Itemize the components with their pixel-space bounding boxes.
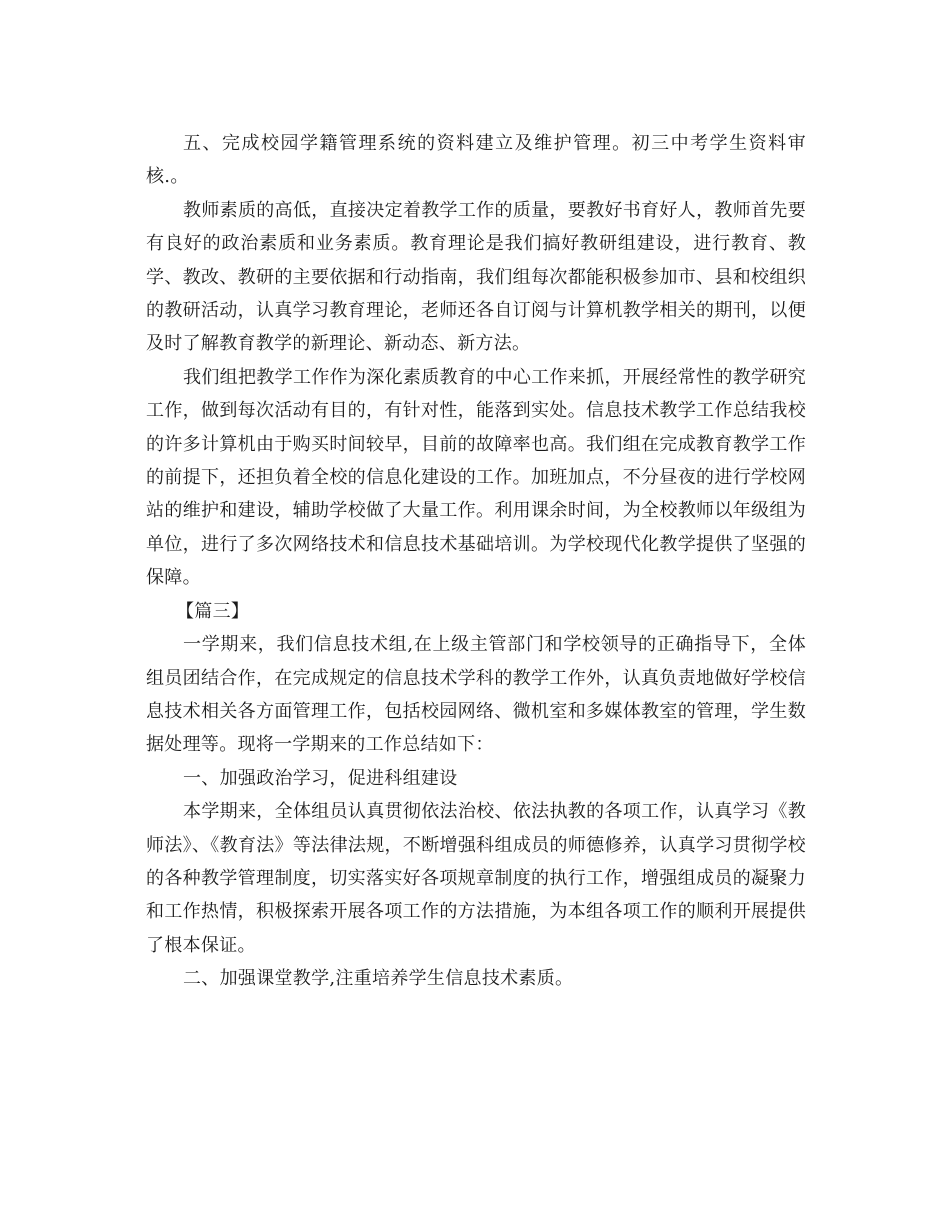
subheading-political-study: 一、加强政治学习，促进科组建设 bbox=[183, 767, 458, 789]
paragraph-student-records: 五、完成校园学籍管理系统的资料建立及维护管理。初三中考学生资料审核.。 bbox=[146, 133, 806, 188]
section-heading-part-three: 【篇三】 bbox=[176, 600, 250, 622]
paragraph-political-study: 本学期来，全体组员认真贯彻依法治校、依法执教的各项工作，认真学习《教师法》、《教育法》等法律法规，不断增强科组成员的师德修养，认真学习贯彻学校的各种教学管理制度，切实落实好各项规章制度的执行工作，增强组成员的凝聚力和工作热情，积极探索开展各项工作的方法措施，为本组各项工作的顺利开展提供了根本保证。 bbox=[146, 801, 806, 956]
document-page bbox=[146, 127, 806, 996]
paragraph-semester-intro: 一学期来，我们信息技术组,在上级主管部门和学校领导的正确指导下，全体组员团结合作，在完成规定的信息技术学科的教学工作外，认真负责地做好学校信息技术相关各方面管理工作，包括校园网络、微机室和多媒体教室的管理，学生数据处理等。现将一学期来的工作总结如下： bbox=[146, 634, 806, 756]
paragraph-teaching-work: 我们组把教学工作作为深化素质教育的中心工作来抓，开展经常性的教学研究工作，做到每次活动有目的，有针对性，能落到实处。信息技术教学工作总结我校的许多计算机由于购买时间较早，目前的故障率也高。我们组在完成教育教学工作的前提下，还担负着全校的信息化建设的工作。加班加点，不分昼夜的进行学校网站的维护和建设，辅助学校做了大量工作。利用课余时间，为全校教师以年级组为单位，进行了多次网络技术和信息技术基础培训。为学校现代化教学提供了坚强的保障。 bbox=[146, 366, 806, 589]
paragraph-teacher-quality: 教师素质的高低，直接决定着教学工作的质量，要教好书育好人，教师首先要有良好的政治素质和业务素质。教育理论是我们搞好教研组建设，进行教育、教学、教改、教研的主要依据和行动指南，我们组每次都能积极参加市、县和校组织的教研活动，认真学习教育理论，老师还各自订阅与计算机教学相关的期刊，以便及时了解教育教学的新理论、新动态、新方法。 bbox=[146, 199, 806, 355]
subheading-classroom-teaching: 二、加强课堂教学,注重培养学生信息技术素质。 bbox=[183, 968, 574, 990]
